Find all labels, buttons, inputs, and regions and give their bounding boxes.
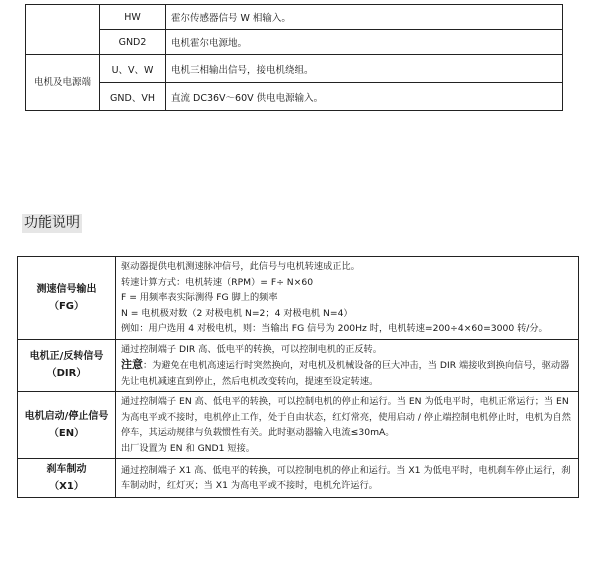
pin-name: GND、VH (100, 83, 166, 111)
table-row (26, 83, 563, 111)
function-description: 通过控制端子 DIR 高、低电平的转换，可以控制电机的正反转。 注意：为避免在电机高速运行时突然换向，对电机及机械设备的巨大冲击，当 DIR 端接收到换向信号，驱动器先让电机减速直到停止，然后电机改变转向，提速至设定转速。 (116, 339, 579, 392)
pin-name: GND2 (100, 30, 166, 55)
function-table (17, 256, 579, 498)
pin-group-label: 电机及电源端 (26, 55, 100, 111)
pin-definition-table (25, 4, 563, 111)
function-description: 通过控制端子 EN 高、低电平的转换，可以控制电机的停止和运行。当 EN 为低电平时，电机正常运行；当 EN 为高电平或不接时，电机停止工作，处于自由状态，红灯常亮，使用启动 / 停止端控制电机停止时，电机为自然停车，其运动规律与负载惯性有关。此时驱动器输入电流≤30mA。 出厂设置为 EN 和 GND1 短接。 (116, 392, 579, 459)
function-description: 驱动器提供电机测速脉冲信号，此信号与电机转速成正比。 转速计算方式：电机转速（RPM）= F÷ N×60 F = 用频率表实际测得 FG 脚上的频率 N = 电机极对数（2 对极电机 N=2；4 对极电机 N=4） 例如：用户选用 4 对极电机，则：当输出 FG 信号为 200Hz 时，电机转速=200÷4×60=3000 转/分。 (116, 257, 579, 340)
table-row (26, 55, 563, 83)
table-row (26, 5, 563, 30)
table-row (18, 392, 579, 459)
pin-description: 直流 DC36V～60V 供电电源输入。 (166, 83, 563, 111)
pin-description: 电机三相输出信号，接电机绕组。 (166, 55, 563, 83)
function-description: 通过控制端子 X1 高、低电平的转换，可以控制电机的停止和运行。当 X1 为低电平时，电机刹车停止运行，刹车制动时，红灯灭；当 X1 为高电平或不接时，电机允许运行。 (116, 459, 579, 498)
table-row (18, 339, 579, 392)
pin-description: 电机霍尔电源地。 (166, 30, 563, 55)
table-row (26, 30, 563, 55)
pin-name: HW (100, 5, 166, 30)
section-title: 功能说明 (24, 215, 80, 231)
function-name: 刹车制动 （X1） (18, 459, 116, 498)
table-row (18, 257, 579, 340)
table-row (18, 459, 579, 498)
note-label: 注意 (121, 358, 143, 371)
pin-name: U、V、W (100, 55, 166, 83)
pin-description: 霍尔传感器信号 W 相输入。 (166, 5, 563, 30)
empty-group-cell (26, 5, 100, 55)
function-name: 电机启动/停止信号（EN） (18, 392, 116, 459)
function-name: 测速信号输出 （FG） (18, 257, 116, 340)
function-name: 电机正/反转信号 （DIR） (18, 339, 116, 392)
